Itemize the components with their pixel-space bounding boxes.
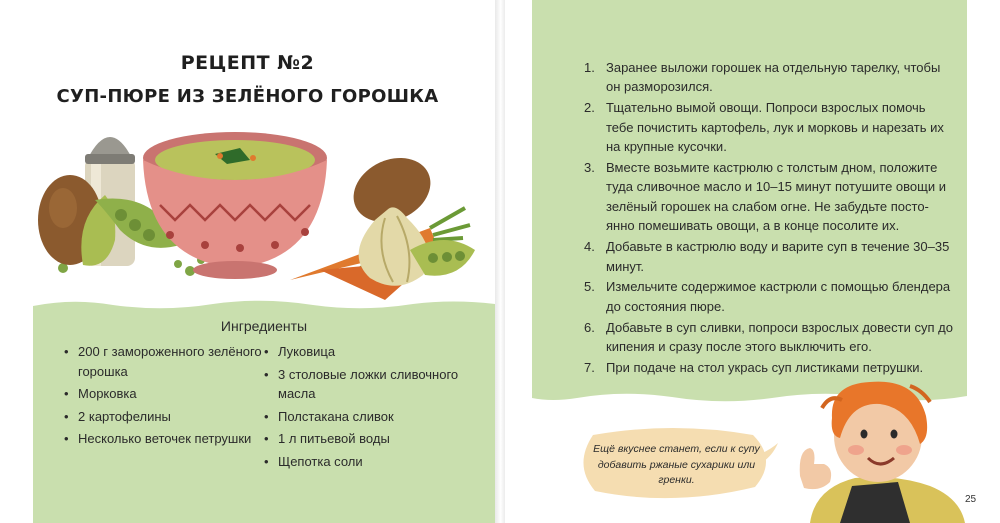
step-text: Добавьте в кастрюлю воду и варите суп в течение 30–35 минут. — [606, 239, 950, 274]
step-number: 4. — [584, 239, 595, 255]
right-page — [505, 0, 1000, 523]
step-item — [558, 318, 953, 357]
ingredient-item: • Луковица — [264, 342, 464, 362]
step-number: 5. — [584, 279, 595, 295]
step-text: Тщательно вымой овощи. Попроси взрослых помочь тебе почистить картофель, лук и морковь и нарезать их на крупные кусочки. — [606, 100, 944, 155]
ingredients-column-2 — [264, 342, 464, 474]
ingredient-item: • Несколько веточек петрушки — [64, 429, 264, 449]
ingredients-panel — [33, 296, 495, 523]
ingredients-column-1 — [64, 342, 264, 452]
step-item — [558, 158, 953, 236]
step-item — [558, 98, 953, 156]
step-text: Добавьте в суп сливки, попроси взрослых довести суп до кипения и сразу после этого выключить его. — [606, 319, 953, 355]
ingredient-item: • Щепотка соли — [264, 452, 464, 472]
step-item — [558, 237, 953, 276]
step-item — [558, 277, 953, 316]
ingredient-item: • Морковка — [64, 384, 264, 404]
soup-illustration — [35, 110, 475, 300]
steps-panel — [532, 0, 967, 405]
speech-bubble-text: Ещё вкуснее станет, если к супу добавить ржаные сухарики или гренки. — [593, 443, 760, 486]
ingredient-item: • 200 г замороженного зелёного горошка — [64, 342, 264, 381]
ingredient-item: • 2 картофелины — [64, 407, 264, 427]
step-number: 1. — [584, 60, 595, 75]
ingredients-heading: Ингредиенты — [220, 318, 308, 334]
steps-list — [558, 58, 953, 379]
step-number: 2. — [584, 100, 595, 116]
book-gutter — [495, 0, 505, 523]
left-page — [0, 0, 495, 523]
soup-bowl-icon — [143, 132, 327, 279]
recipe-title: СУП-ПЮРЕ ИЗ ЗЕЛЁНОГО ГОРОШКА — [56, 86, 439, 107]
step-number: 7. — [584, 360, 595, 376]
step-number: 6. — [584, 319, 595, 335]
page-number: 25 — [965, 494, 977, 505]
ingredient-item: • Полстакана сливок — [264, 407, 464, 427]
recipe-number: РЕЦЕПТ №2 — [180, 52, 315, 74]
step-text: Измельчите содержимое кастрюли с помощью блендера до состояния пюре. — [606, 279, 951, 314]
ingredient-item: • 1 л питьевой воды — [264, 429, 464, 449]
boy-character-icon — [760, 378, 970, 523]
step-text: Заранее выложи горошек на отдельную тарелку, чтобы он разморозился. — [606, 60, 941, 95]
step-number: 3. — [584, 160, 595, 176]
step-item — [558, 58, 953, 97]
ingredient-item: • 3 столовые ложки сливочного масла — [264, 365, 464, 404]
step-text: При подаче на стол укрась суп листиками петрушки. — [606, 360, 924, 376]
recipe-header — [0, 52, 495, 107]
step-item — [558, 358, 953, 377]
step-text: Вместе возьмите кастрюлю с толстым дном, положите туда сливочное масло и 10–15 минут потушите овощи и зелёный горошек на слабом огне. Не забудьте посто-янно помешивать овощи, а в конце посолите их. — [606, 160, 946, 234]
